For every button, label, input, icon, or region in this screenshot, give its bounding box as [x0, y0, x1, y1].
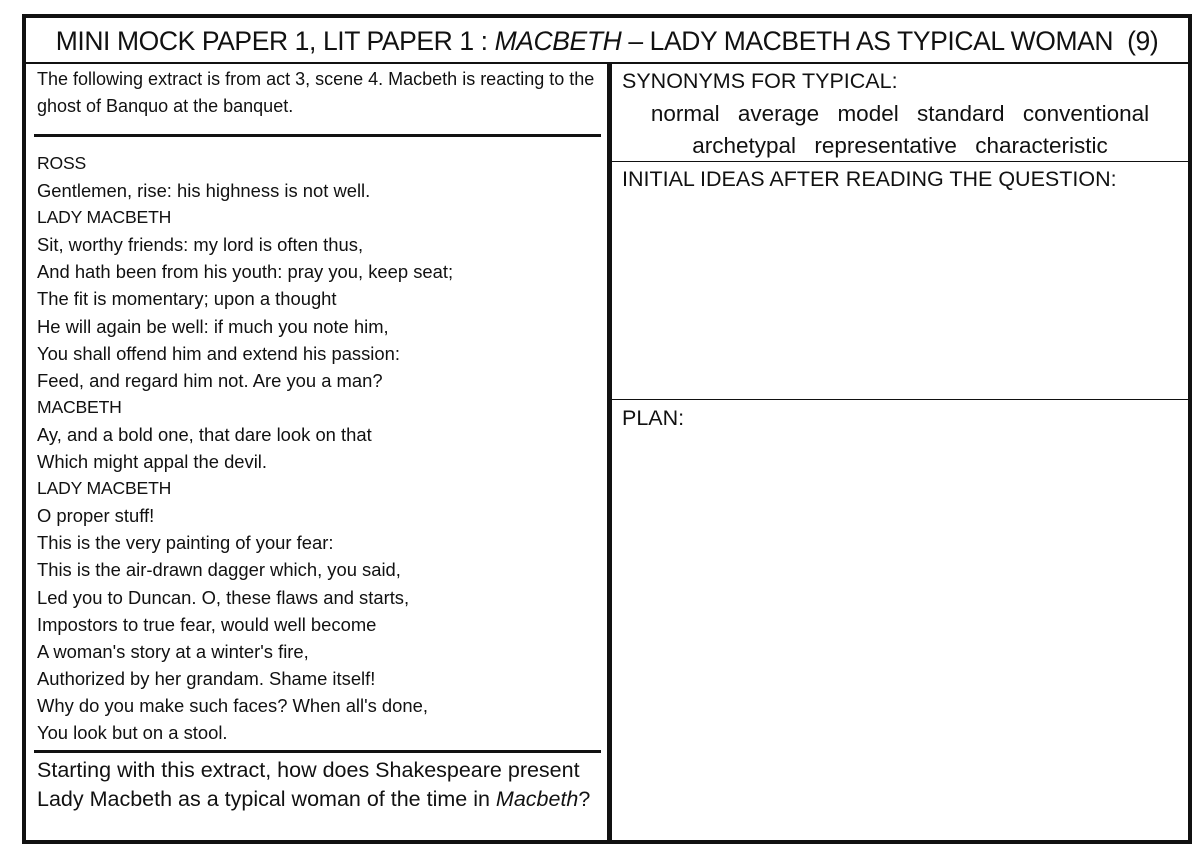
- extract-line: Sit, worthy friends: my lord is often thus,: [37, 234, 364, 256]
- extract-line: Gentlemen, rise: his highness is not well.: [37, 180, 371, 202]
- extract-text: [37, 150, 597, 746]
- synonyms-list: [612, 98, 1188, 162]
- extract-line: A woman's story at a winter's fire,: [37, 640, 309, 662]
- synonyms-heading: SYNONYMS FOR TYPICAL:: [622, 69, 898, 93]
- title-play: MACBETH: [494, 26, 622, 56]
- exam-question: [37, 756, 602, 814]
- synonym-word: characteristic: [975, 133, 1108, 158]
- question-play: Macbeth: [495, 787, 579, 811]
- extract-intro: The following extract is from act 3, scene 4. Macbeth is reacting to the ghost of Banquo at the banquet.: [37, 69, 595, 116]
- initial-ideas-heading: INITIAL IDEAS AFTER READING THE QUESTION:: [622, 167, 1117, 191]
- extract-panel: [26, 64, 607, 840]
- worksheet: [22, 14, 1192, 844]
- question-end: ?: [578, 787, 591, 811]
- speaker-name: MACBETH: [37, 396, 122, 417]
- extract-line: The fit is momentary; upon a thought: [37, 288, 337, 310]
- speaker-name: ROSS: [37, 153, 87, 173]
- synonyms-divider: [612, 161, 1188, 162]
- title-prefix: MINI MOCK PAPER 1, LIT PAPER 1 :: [55, 26, 495, 56]
- extract-line: Ay, and a bold one, that dare look on that: [37, 423, 372, 445]
- extract-line: Feed, and regard him not. Are you a man?: [37, 369, 383, 391]
- synonym-word: standard: [917, 101, 1005, 126]
- extract-line: You look but on a stool.: [37, 721, 228, 743]
- plan-heading: PLAN:: [622, 406, 685, 430]
- synonym-word: representative: [814, 133, 957, 158]
- notes-panel: [612, 64, 1188, 840]
- question-divider: [34, 750, 601, 753]
- speaker-name: LADY MACBETH: [37, 478, 172, 499]
- extract-line: Authorized by her grandam. Shame itself!: [37, 667, 376, 689]
- page-title: [26, 18, 1188, 64]
- synonym-word: normal: [650, 101, 720, 126]
- synonym-word: average: [737, 101, 820, 126]
- speaker-name: LADY MACBETH: [37, 207, 172, 228]
- extract-line: Why do you make such faces? When all's done,: [37, 694, 428, 716]
- ideas-divider: [612, 399, 1188, 400]
- extract-line: Impostors to true fear, would well become: [37, 613, 377, 635]
- extract-line: Which might appal the devil.: [37, 451, 267, 473]
- extract-line: And hath been from his youth: pray you, keep seat;: [37, 261, 454, 283]
- synonym-word: archetypal: [692, 133, 797, 158]
- synonym-word: conventional: [1022, 101, 1150, 126]
- extract-line: He will again be well: if much you note him,: [37, 315, 389, 337]
- title-suffix: – LADY MACBETH AS TYPICAL WOMAN (9): [621, 26, 1159, 56]
- extract-line: You shall offend him and extend his passion:: [37, 342, 400, 364]
- extract-line: Led you to Duncan. O, these flaws and starts,: [37, 586, 410, 608]
- question-text: Starting with this extract, how does Shakespeare present Lady Macbeth as a typical woman of the time in: [37, 758, 580, 811]
- extract-line: O proper stuff!: [37, 505, 155, 527]
- extract-line: This is the very painting of your fear:: [37, 532, 334, 554]
- extract-line: This is the air-drawn dagger which, you said,: [37, 559, 401, 581]
- synonym-word: model: [837, 101, 899, 126]
- intro-divider: [34, 134, 601, 137]
